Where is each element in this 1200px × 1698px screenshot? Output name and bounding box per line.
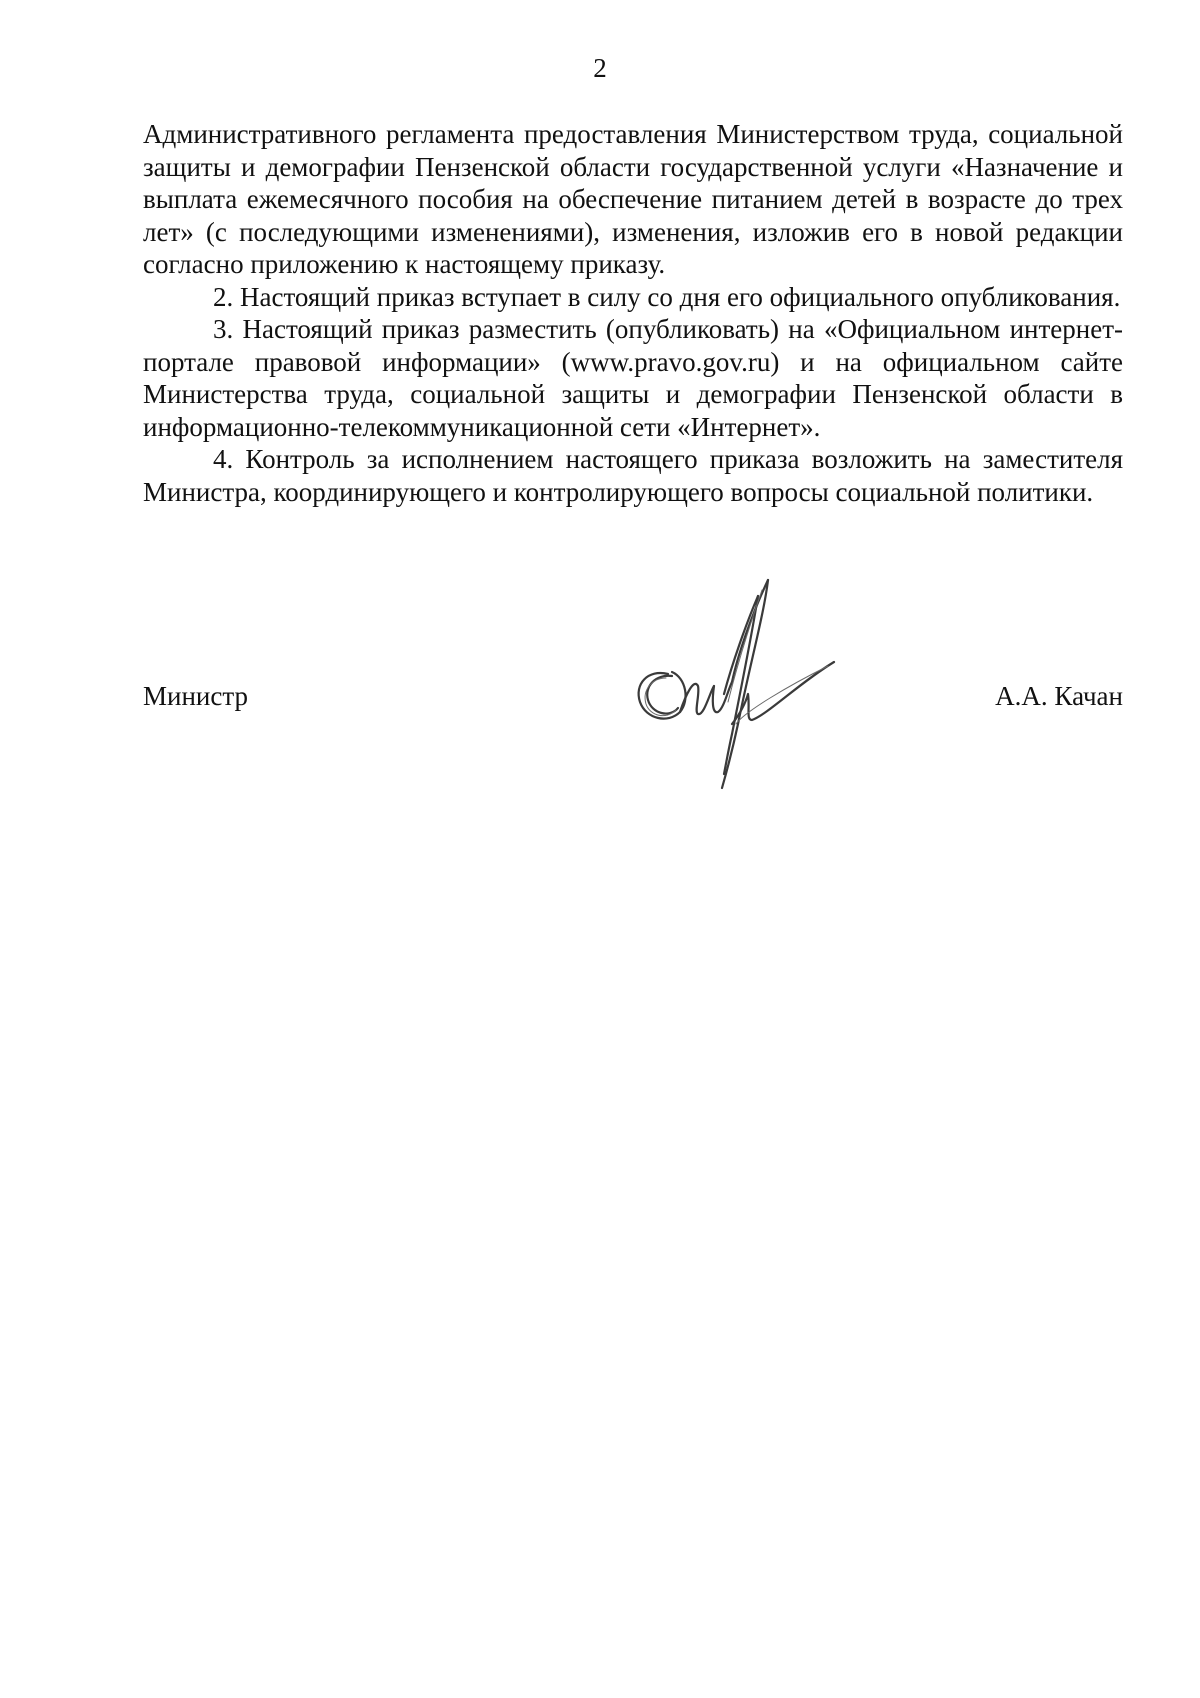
page-number: 2 <box>593 53 607 83</box>
paragraph-continuation: Административного регламента предоставления Министерством труда, социальной защиты и демографии Пензенской области государственной услуги «Назначение и выплата ежемесячного пособия на обеспечение питанием детей в возрасте до трех лет» (с последующими изменениями), изменения, изложив его в новой редакции согласно приложению к настоящему приказу. <box>143 119 1123 279</box>
signatory-name: А.А. Качан <box>995 681 1123 711</box>
paragraph-item-2: 2. Настоящий приказ вступает в силу со дня его официального опубликования. <box>213 281 1121 312</box>
paragraph-item-3: 3. Настоящий приказ разместить (опубликовать) на «Официальном интернет-портале правовой информации» (www.pravo.gov.ru) и на официальном сайте Министерства труда, социальной защиты и демографии Пензенской области в информационно-телекоммуникационной сети «Интернет». <box>143 314 1123 442</box>
document-body <box>143 118 1123 508</box>
handwritten-signature-image <box>628 574 840 792</box>
signatory-title: Министр <box>143 681 248 711</box>
paragraph-item-4: 4. Контроль за исполнением настоящего приказа возложить на заместителя Министра, координирующего и контролирующего вопросы социальной политики. <box>143 444 1123 507</box>
